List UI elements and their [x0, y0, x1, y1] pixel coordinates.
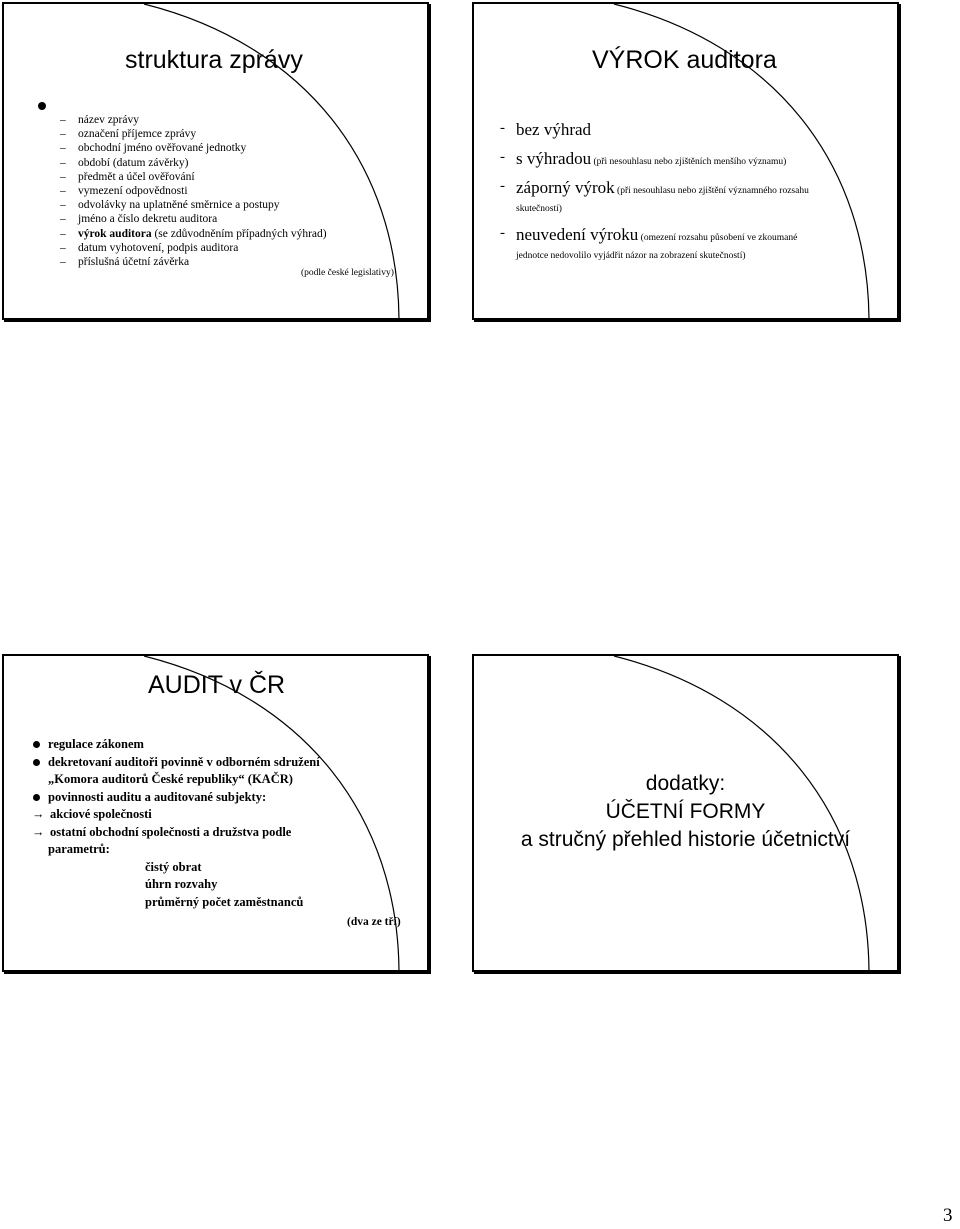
list-item: – název zprávy: [60, 113, 327, 127]
page-number: 3: [943, 1205, 953, 1226]
list-item: – datum vyhotovení, podpis auditora: [60, 241, 327, 255]
list-item: – odvolávky na uplatněné směrnice a postupy: [60, 198, 327, 212]
list-item: regulace zákonem: [32, 736, 320, 754]
list-item: úhrn rozvahy: [145, 877, 218, 891]
list-item: [60, 227, 327, 241]
slide-title: VÝROK auditora: [592, 46, 777, 74]
opinion-item: - záporný výrok (při nesouhlasu nebo zjištění významného rozsahu skutečností): [498, 178, 809, 216]
opinion-item: - s výhradou (při nesouhlasu nebo zjištěních menšího významu): [498, 149, 809, 169]
list-item: čistý obrat: [145, 859, 202, 874]
list-item-rest: (se zdůvodněním případných výhrad): [151, 227, 327, 240]
slide-title: AUDIT v ČR: [148, 671, 286, 699]
criteria-note: (dva ze tří): [347, 916, 401, 928]
list-item: – vymezení odpovědnosti: [60, 184, 327, 198]
appendix-line: a stručný přehled historie účetnictví: [520, 828, 851, 851]
slide-opinion: [472, 2, 899, 320]
audit-list: [32, 736, 320, 911]
list-item: – příslušná účetní závěrka: [60, 255, 327, 269]
list-item: dekretovaní auditoři povinně v odborném sdružení: [32, 754, 320, 772]
list-item: – období (datum závěrky): [60, 156, 327, 170]
bullet-dot: [38, 102, 46, 110]
list-item: parametrů:: [48, 842, 110, 856]
list-item: – jméno a číslo dekretu auditora: [60, 212, 327, 226]
list-item: „Komora auditorů České republiky“ (KAČR): [48, 772, 293, 786]
slide-audit-cr: [2, 654, 429, 972]
opinion-list: [498, 120, 809, 272]
list-item: – označení příjemce zprávy: [60, 127, 327, 141]
list-item: – obchodní jméno ověřované jednotky: [60, 141, 327, 155]
slide-title: struktura zprávy: [125, 46, 303, 74]
list-item: povinnosti auditu a auditované subjekty:: [32, 789, 320, 807]
opinion-item: - neuvedení výroku (omezení rozsahu působení ve zkoumané jednotce nedovolilo vyjádřit názor na zobrazení skutečností): [498, 225, 809, 263]
appendix-line: dodatky:: [645, 772, 726, 795]
slide-appendix: [472, 654, 899, 972]
appendix-title: [474, 770, 897, 854]
list-item-bold: výrok auditora: [78, 227, 152, 240]
slide-structure: [2, 2, 429, 320]
structure-list: [60, 113, 327, 269]
legislation-note: (podle české legislativy): [301, 268, 394, 278]
list-item: – předmět a účel ověřování: [60, 170, 327, 184]
opinion-item: - bez výhrad: [498, 120, 809, 140]
appendix-line: ÚČETNÍ FORMY: [605, 800, 766, 823]
list-item: → akciové společnosti: [32, 806, 320, 824]
list-item: průměrný počet zaměstnanců: [145, 894, 304, 909]
list-item: → ostatní obchodní společnosti a družstva podle: [32, 824, 320, 842]
